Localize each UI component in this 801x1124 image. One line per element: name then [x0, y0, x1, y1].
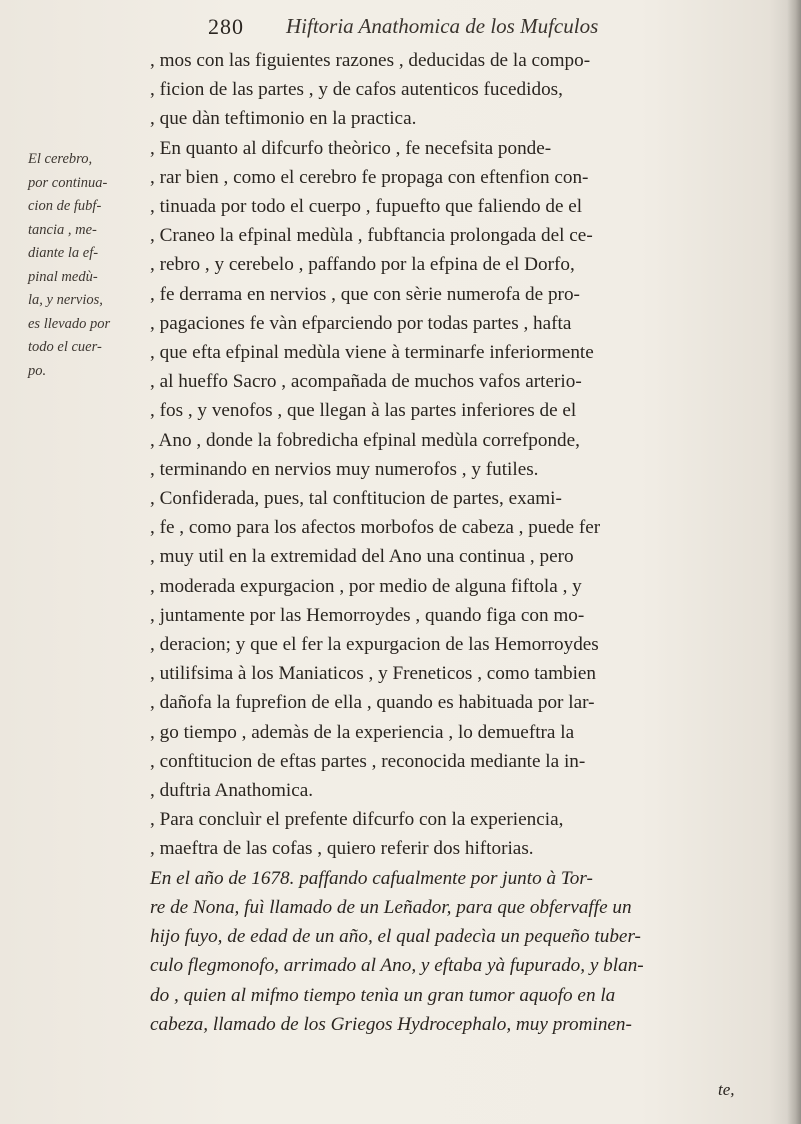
body-text: [150, 46, 780, 1039]
text-line: re de Nona, fuì llamado de un Leñador, para que obfervaffe un: [150, 896, 632, 918]
text-line: , rar bien , como el cerebro fe propaga con eftenfion con-: [150, 166, 589, 188]
text-line: En el año de 1678. paffando cafualmente por junto à Tor-: [150, 867, 593, 889]
text-line: , maeftra de las cofas , quiero referir dos hiftorias.: [150, 838, 534, 860]
text-line: , fe , como para los afectos morbofos de cabeza , puede fer: [150, 517, 601, 539]
text-line: , Confiderada, pues, tal conftitucion de partes, exami-: [150, 488, 562, 510]
text-line: , mos con las figuientes razones , deducidas de la compo-: [150, 50, 591, 71]
text-line: cabeza, llamado de los Griegos Hydrocephalo, muy prominen-: [150, 1013, 632, 1035]
text-line: , muy util en la extremidad del Ano una continua , pero: [150, 546, 574, 568]
page-number: 280: [208, 14, 244, 39]
margin-note-line: pinal medù-: [28, 268, 98, 285]
text-line: , que dàn teftimonio en la practica.: [150, 108, 417, 130]
text-line: , En quanto al difcurfo theòrico , fe necefsita ponde-: [150, 137, 552, 159]
page-header: [0, 14, 801, 44]
page-edge-shadow: [787, 0, 801, 1124]
text-line: , tinuada por todo el cuerpo , fupuefto que faliendo de el: [150, 196, 583, 218]
text-line: , conftitucion de eftas partes , reconocida mediante la in-: [150, 750, 586, 772]
margin-note-line: cion de fubf-: [28, 198, 102, 214]
margin-note-line: la, y nervios,: [28, 292, 103, 308]
text-line: , rebro , y cerebelo , paffando por la efpina de el Dorfo,: [150, 254, 575, 276]
running-head: Hiftoria Anathomica de los Mufculos: [286, 14, 599, 38]
text-line: , terminando en nervios muy numerofos , y futiles.: [150, 458, 539, 480]
text-line: , go tiempo , ademàs de la experiencia , lo demueftra la: [150, 721, 575, 743]
text-line: culo flegmonofo, arrimado al Ano, y eftaba yà fupurado, y blan-: [150, 955, 644, 977]
text-line: , moderada expurgacion , por medio de alguna fiftola , y: [150, 575, 582, 597]
margin-note: [28, 148, 136, 383]
margin-note-line: po.: [28, 362, 47, 379]
text-line: , ficion de las partes , y de cafos autenticos fucedidos,: [150, 79, 563, 101]
text-line: , dañofa la fuprefion de ella , quando es habituada por lar-: [150, 692, 595, 714]
margin-note-line: es llevado por: [28, 315, 111, 332]
text-line: , Craneo la efpinal medùla , fubftancia prolongada del ce-: [150, 225, 593, 247]
text-line: , que efta efpinal medùla viene à terminarfe inferiormente: [150, 342, 594, 364]
margin-note-line: diante la ef-: [28, 245, 99, 261]
text-line: , deracion; y que el fer la expurgacion de las Hemorroydes: [150, 634, 599, 656]
text-line: , fe derrama en nervios , que con sèrie numerofa de pro-: [150, 283, 580, 305]
margin-note-line: El cerebro,: [28, 151, 93, 167]
text-line: , Para concluìr el prefente difcurfo con la experiencia,: [150, 809, 564, 831]
text-line: , duftria Anathomica.: [150, 780, 314, 802]
text-line: , fos , y venofos , que llegan à las partes inferiores de el: [150, 400, 577, 422]
text-line: , Ano , donde la fobredicha efpinal medùla correfponde,: [150, 429, 580, 451]
catchword: te,: [718, 1080, 735, 1099]
text-line: , pagaciones fe vàn efparciendo por todas partes , hafta: [150, 312, 572, 334]
text-line: hijo fuyo, de edad de un año, el qual padecìa un pequeño tuber-: [150, 926, 641, 948]
margin-note-line: todo el cuer-: [28, 339, 102, 355]
text-line: , utilifsima à los Maniaticos , y Freneticos , como tambien: [150, 663, 597, 685]
margin-note-line: por continua-: [28, 174, 108, 191]
text-line: , al hueffo Sacro , acompañada de muchos vafos arterio-: [150, 371, 582, 393]
margin-note-line: tancia , me-: [28, 221, 97, 238]
text-line: , juntamente por las Hemorroydes , quando figa con mo-: [150, 604, 585, 626]
text-line: do , quien al mifmo tiempo tenìa un gran tumor aquofo en la: [150, 984, 616, 1006]
